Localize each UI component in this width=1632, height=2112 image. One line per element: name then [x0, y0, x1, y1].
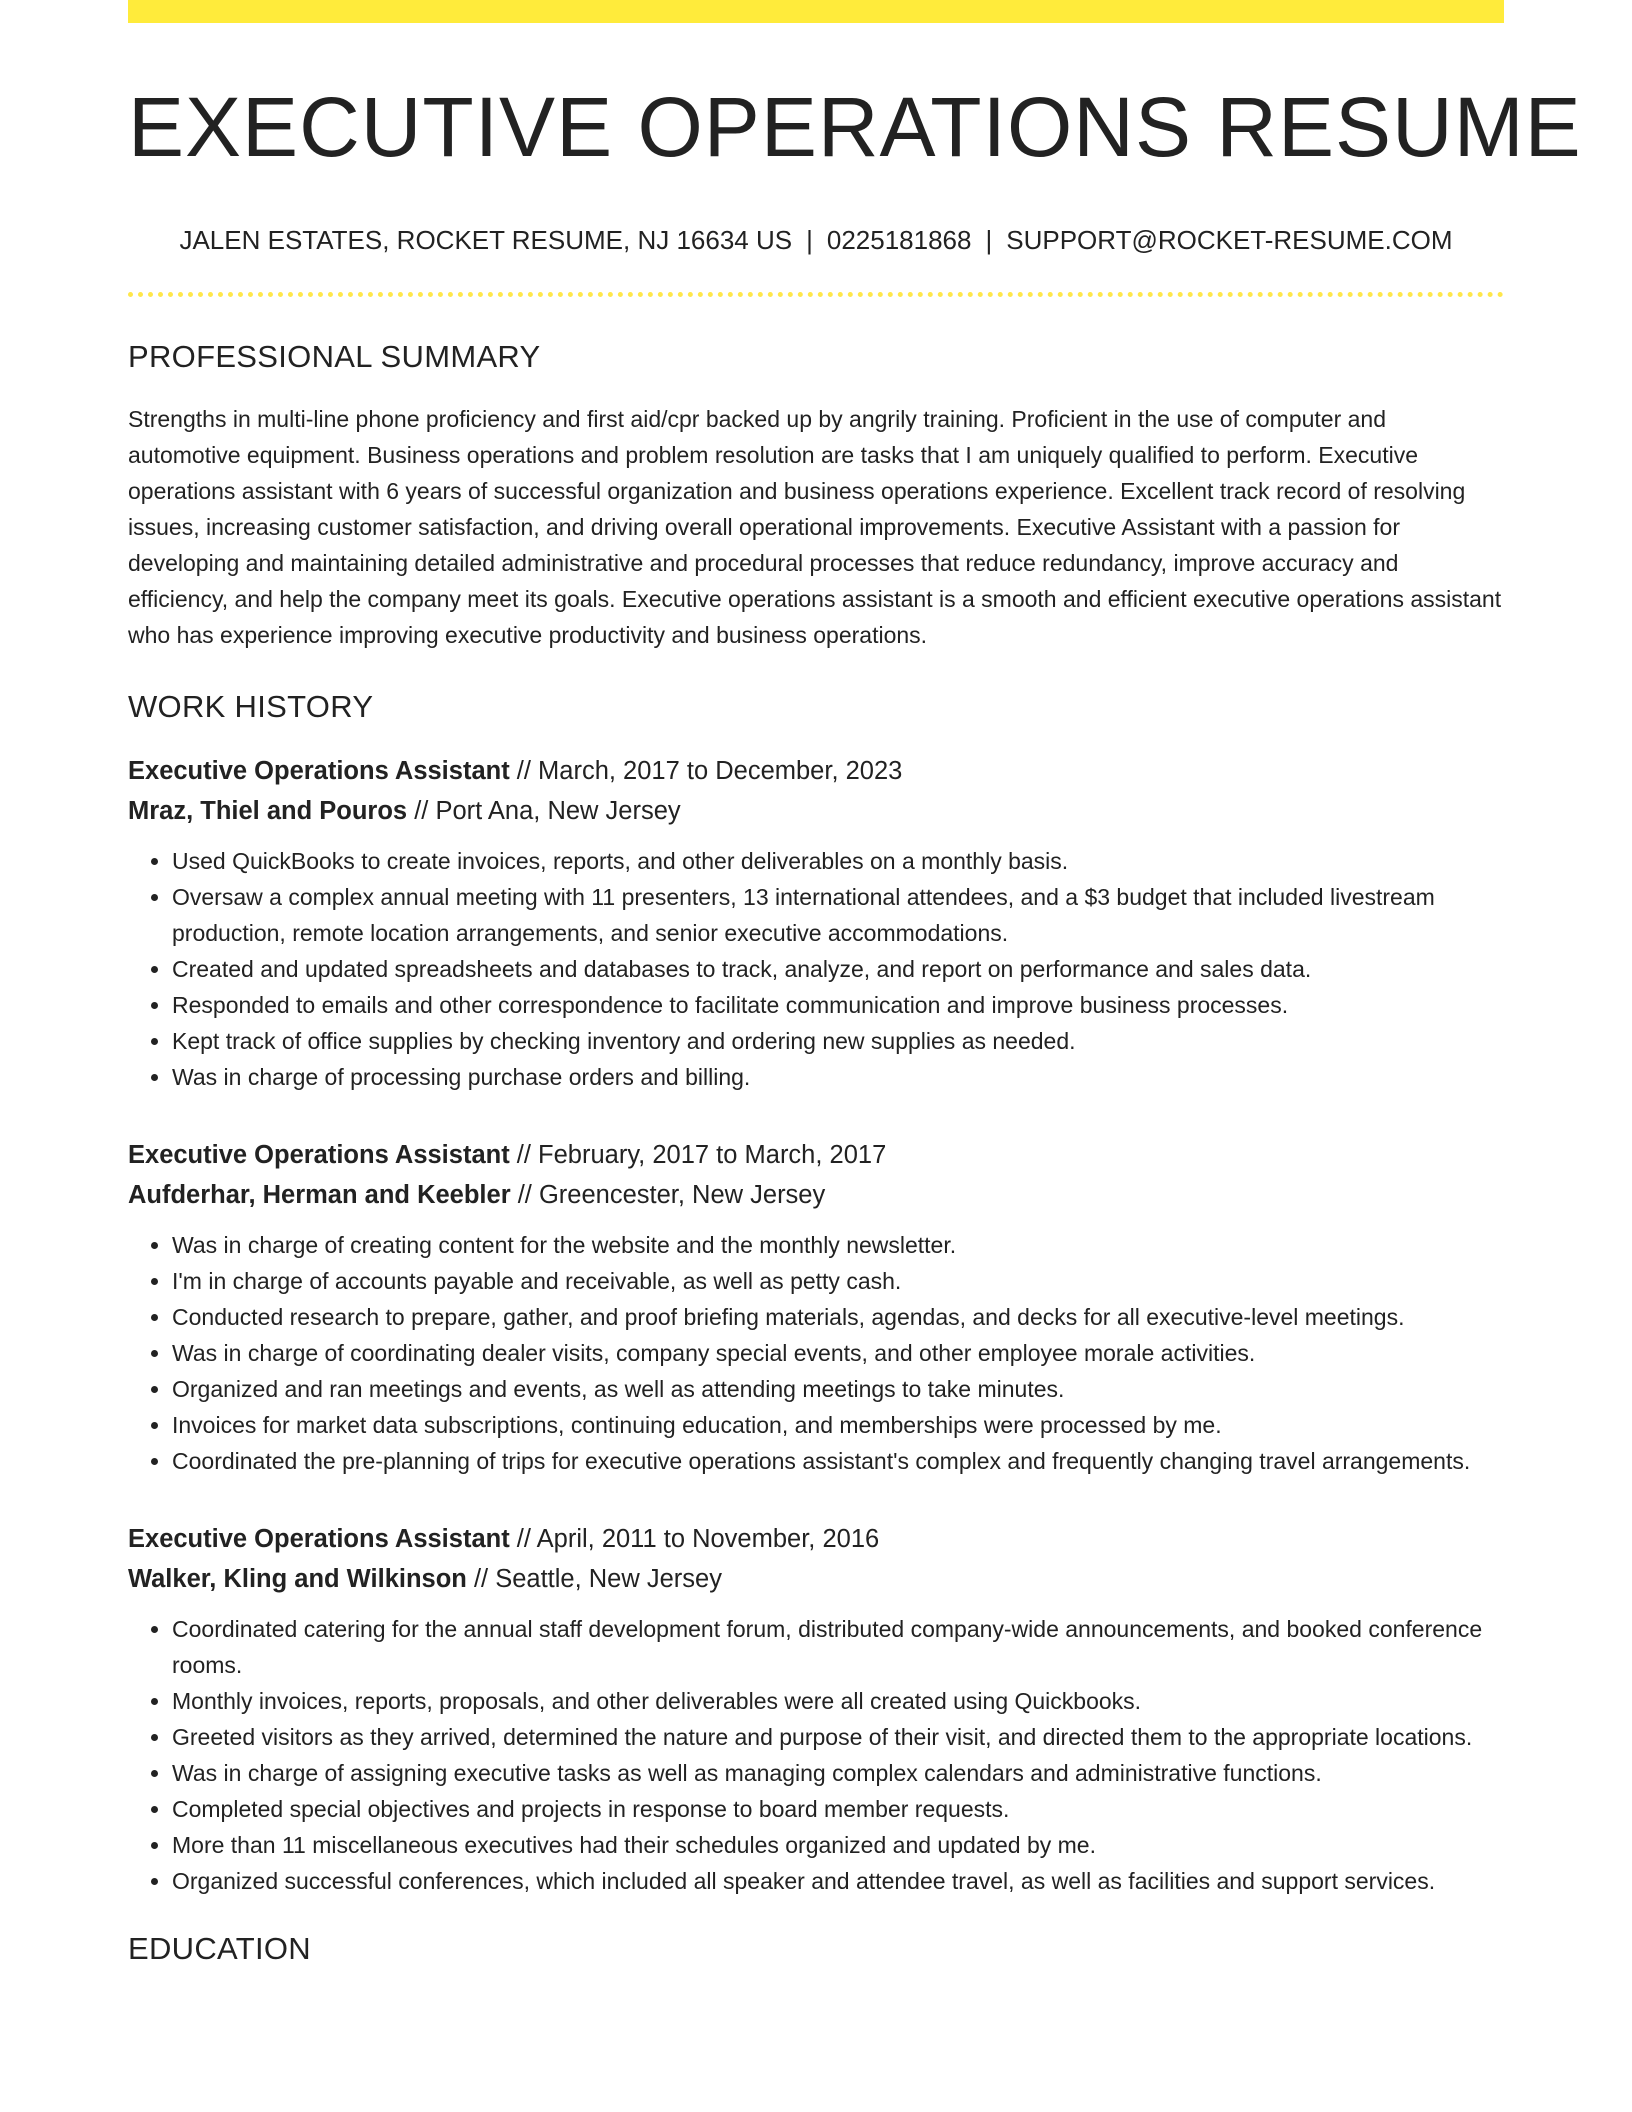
job-title: Executive Operations Assistant	[128, 1141, 510, 1170]
accent-top-bar	[128, 0, 1504, 23]
bullet-item: • Kept track of office supplies by checking inventory and ordering new supplies as needed.	[172, 1023, 1504, 1059]
job-dates: // February, 2017 to March, 2017	[509, 1141, 887, 1170]
bullet-item: • Organized successful conferences, which included all speaker and attendee travel, as well as facilities and support services.	[172, 1863, 1504, 1899]
summary-text: Strengths in multi-line phone proficiency and first aid/cpr backed up by angrily training. Proficient in the use of computer and automotive equipment. Business operations and problem resolution are tasks that I am uniquely qualified to perform. Executive operations assistant with 6 years of successful organization and business operations experience. Excellent track record of resolving issues, increasing customer satisfaction, and driving overall operational improvements. Executive Assistant with a passion for developing and maintaining detailed administrative and procedural processes that reduce redundancy, improve accuracy and efficiency, and help the company meet its goals. Executive operations assistant is a smooth and efficient executive operations assistant who has experience improving executive productivity and business operations.	[128, 406, 1502, 649]
bullet-item: • Organized and ran meetings and events, as well as attending meetings to take minutes.	[172, 1371, 1504, 1407]
job-bullets	[128, 843, 1504, 1095]
job-title: Executive Operations Assistant	[128, 1525, 510, 1554]
job-location: // Port Ana, New Jersey	[407, 797, 681, 826]
bullet-item: • Responded to emails and other correspondence to facilitate communication and improve business processes.	[172, 987, 1504, 1023]
contact-address: JALEN ESTATES, ROCKET RESUME, NJ 16634 US	[179, 225, 793, 256]
bullet-item: • Coordinated the pre-planning of trips for executive operations assistant's complex and frequently changing travel arrangements.	[172, 1443, 1504, 1479]
job-entry	[128, 1135, 1504, 1479]
bullet-item: • Used QuickBooks to create invoices, reports, and other deliverables on a monthly basis.	[172, 843, 1504, 879]
job-title-line	[128, 1519, 1504, 1559]
bullet-item: • Monthly invoices, reports, proposals, and other deliverables were all created using Quickbooks.	[172, 1683, 1504, 1719]
work-history-heading: WORK HISTORY	[128, 689, 374, 725]
job-dates: // March, 2017 to December, 2023	[509, 757, 903, 786]
bullet-item: • Was in charge of creating content for the website and the monthly newsletter.	[172, 1227, 1504, 1263]
job-entry	[128, 1519, 1504, 1899]
bullet-item: • Was in charge of assigning executive tasks as well as managing complex calendars and administrative functions.	[172, 1755, 1504, 1791]
job-bullets	[128, 1227, 1504, 1479]
job-title-line	[128, 1135, 1504, 1175]
job-company: Walker, Kling and Wilkinson	[128, 1565, 467, 1594]
job-company-line	[128, 1559, 1504, 1599]
bullet-item: • Conducted research to prepare, gather, and proof briefing materials, agendas, and decks for all executive-level meetings.	[172, 1299, 1504, 1335]
job-dates: // April, 2011 to November, 2016	[509, 1525, 880, 1554]
bullet-item: • I'm in charge of accounts payable and receivable, as well as petty cash.	[172, 1263, 1504, 1299]
resume-page	[128, 0, 1582, 1967]
job-location: // Seattle, New Jersey	[466, 1565, 722, 1594]
bullet-item: • Invoices for market data subscriptions, continuing education, and memberships were processed by me.	[172, 1407, 1504, 1443]
contact-phone: 0225181868	[826, 225, 972, 256]
contact-email: SUPPORT@ROCKET-RESUME.COM	[1006, 225, 1453, 256]
summary-heading: PROFESSIONAL SUMMARY	[128, 339, 541, 375]
resume-title: EXECUTIVE OPERATIONS RESUME	[128, 80, 1582, 174]
contact-separator: |	[806, 225, 813, 256]
contact-line	[128, 225, 1504, 256]
job-company-line	[128, 1175, 1504, 1215]
bullet-item: • Was in charge of coordinating dealer visits, company special events, and other employee morale activities.	[172, 1335, 1504, 1371]
job-company-line	[128, 791, 1504, 831]
bullet-item: • Was in charge of processing purchase orders and billing.	[172, 1059, 1504, 1095]
job-title: Executive Operations Assistant	[128, 757, 510, 786]
bullet-item: • More than 11 miscellaneous executives had their schedules organized and updated by me.	[172, 1827, 1504, 1863]
bullet-item: • Coordinated catering for the annual staff development forum, distributed company-wide announcements, and booked conference rooms.	[172, 1611, 1504, 1683]
job-bullets	[128, 1611, 1504, 1899]
bullet-item: • Greeted visitors as they arrived, determined the nature and purpose of their visit, and directed them to the appropriate locations.	[172, 1719, 1504, 1755]
contact-separator: |	[985, 225, 993, 256]
bullet-item: • Created and updated spreadsheets and databases to track, analyze, and report on performance and sales data.	[172, 951, 1504, 987]
job-entry	[128, 751, 1504, 1095]
dotted-divider	[128, 292, 1504, 297]
bullet-item: • Oversaw a complex annual meeting with 11 presenters, 13 international attendees, and a $3 budget that included livestream production, remote location arrangements, and senior executive accommodations.	[172, 879, 1504, 951]
job-company: Aufderhar, Herman and Keebler	[128, 1181, 511, 1210]
job-title-line	[128, 751, 1504, 791]
job-company: Mraz, Thiel and Pouros	[128, 797, 408, 826]
bullet-item: • Completed special objectives and projects in response to board member requests.	[172, 1791, 1504, 1827]
education-heading: EDUCATION	[128, 1931, 311, 1967]
job-location: // Greencester, New Jersey	[510, 1181, 826, 1210]
